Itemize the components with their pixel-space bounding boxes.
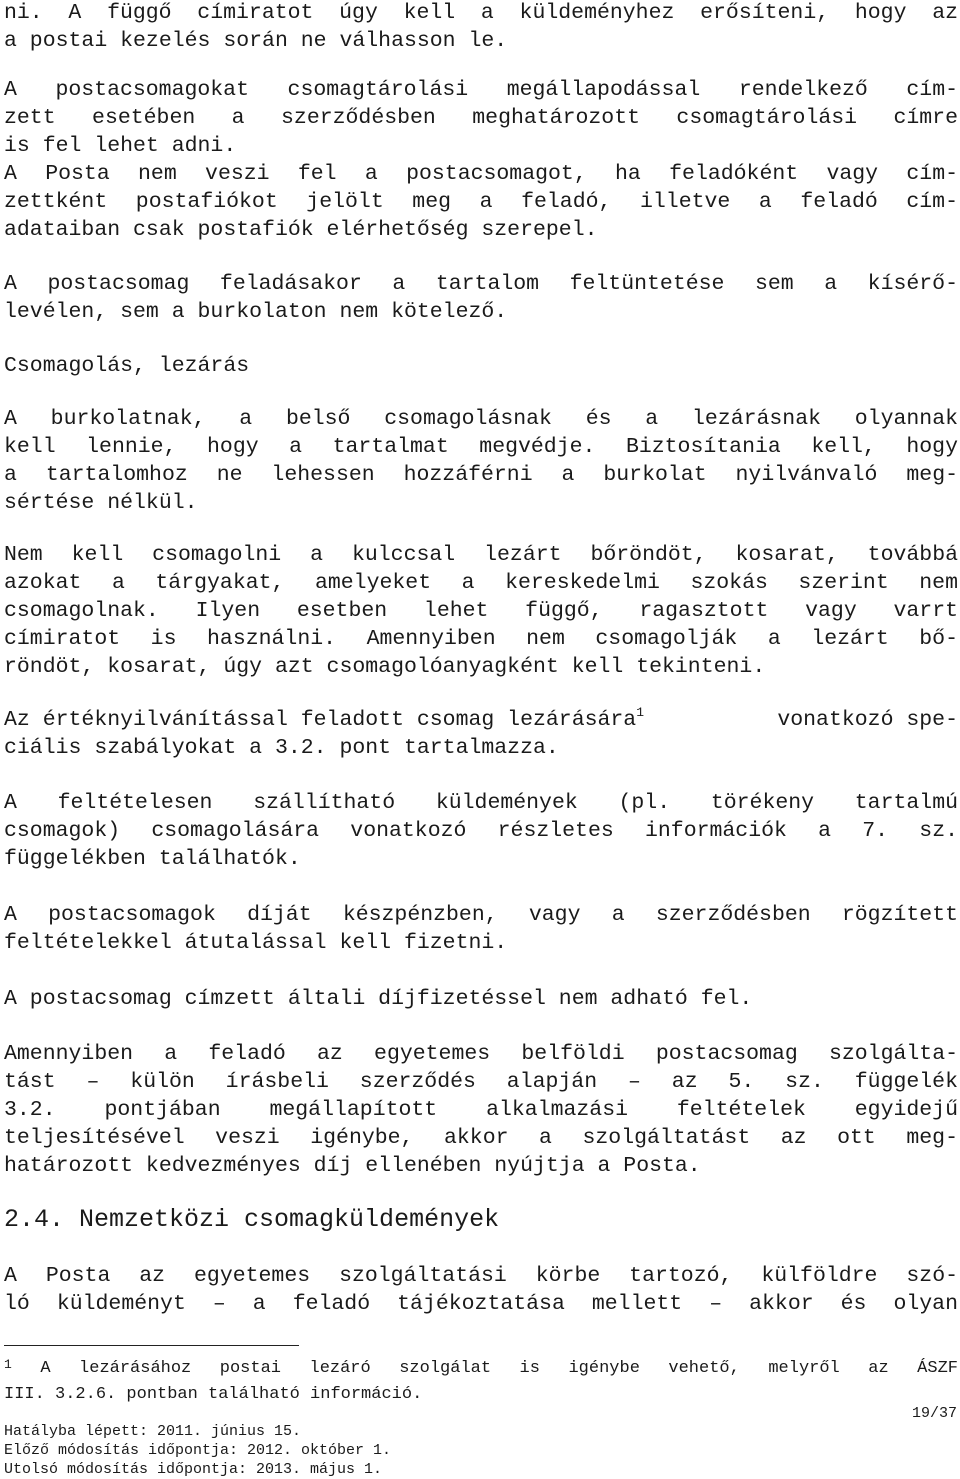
- text-line: kell lennie, hogy a tartalmat megvédje. Biztosítania kell, hogy: [4, 435, 958, 459]
- footnote-line: III. 3.2.6. pontban található információ.: [4, 1385, 423, 1404]
- text-line: a postai kezelés során ne válhasson le.: [4, 29, 508, 53]
- paragraph: [4, 901, 958, 957]
- footnote-divider: [4, 1345, 299, 1346]
- footnote: [4, 1356, 958, 1408]
- text-line: Nem kell csomagolni a kulccsal lezárt bőröndöt, kosarat, továbbá: [4, 543, 958, 567]
- text-line: teljesítésével veszi igénybe, akkor a szolgáltatást az ott meg-: [4, 1126, 958, 1150]
- text-segment: Az értéknyilvánítással feladott csomag lezárására: [4, 708, 637, 732]
- text-line: is fel lehet adni.: [4, 134, 237, 158]
- footnote-text: A lezárásához postai lezáró szolgálat is igénybe vehető, melyről az ÁSZF: [11, 1359, 958, 1378]
- text-line: ló küldeményt – a feladó tájékoztatása mellett – akkor és olyan: [4, 1292, 958, 1316]
- text-line: a tartalomhoz ne lehessen hozzáférni a burkolat nyilvánvaló meg-: [4, 463, 958, 487]
- text-line: A postacsomagokat csomagtárolási megállapodással rendelkező cím-: [4, 78, 958, 102]
- subheading-text: Csomagolás, lezárás: [4, 354, 250, 378]
- paragraph: [4, 405, 958, 517]
- text-line: címiratot is használni. Amennyiben nem csomagolják a lezárt bő-: [4, 627, 958, 651]
- text-line: levélen, sem a burkolaton nem kötelező.: [4, 300, 508, 324]
- text-line: A Posta az egyetemes szolgáltatási körbe tartozó, külföldre szó-: [4, 1264, 958, 1288]
- text-line: A feltételesen szállítható küldemények (pl. törékeny tartalmú: [4, 791, 958, 815]
- paragraph: [4, 1040, 958, 1180]
- paragraph: [4, 160, 958, 244]
- section-heading: [4, 1205, 958, 1235]
- text-line: zettként postafiókot jelölt meg a feladó, illetve a feladó cím-: [4, 190, 958, 214]
- text-line: határozott kedvezményes díj ellenében nyújtja a Posta.: [4, 1154, 701, 1178]
- paragraph: [4, 985, 958, 1013]
- footnote-mark: 1: [4, 1357, 12, 1372]
- text-line: ciális szabályokat a 3.2. pont tartalmazza.: [4, 736, 559, 760]
- page-footer: [4, 1422, 958, 1479]
- paragraph: [4, 270, 958, 326]
- footnote-line: [4, 1356, 958, 1382]
- text-line: feltételekkel átutalással kell fizetni.: [4, 931, 508, 955]
- text-line: [4, 706, 958, 734]
- paragraph: [4, 789, 958, 873]
- text-line: azokat a tárgyakat, amelyeket a kereskedelmi szokás szerint nem: [4, 571, 958, 595]
- text-segment: vonatkozó spe-: [764, 708, 958, 732]
- text-line: A burkolatnak, a belső csomagolásnak és a lezárásnak olyannak: [4, 407, 958, 431]
- text-line: röndöt, kosarat, úgy azt csomagolóanyagként kell tekinteni.: [4, 655, 766, 679]
- text-line: 3.2. pontjában megállapított alkalmazási feltételek egyidejű: [4, 1098, 958, 1122]
- effective-date: Hatályba lépett: 2011. június 15.: [4, 1423, 302, 1440]
- text-line: A postacsomag címzett általi díjfizetéssel nem adható fel.: [4, 987, 753, 1011]
- paragraph: [4, 1262, 958, 1318]
- page-number: 19/37: [911, 1405, 957, 1422]
- subheading: [4, 352, 958, 380]
- text-line: tást – külön írásbeli szerződés alapján – az 5. sz. függelék: [4, 1070, 958, 1094]
- text-line: A Posta nem veszi fel a postacsomagot, ha feladóként vagy cím-: [4, 162, 958, 186]
- footnote-reference[interactable]: 1: [636, 706, 645, 720]
- paragraph: [4, 706, 958, 762]
- text-line: zett esetében a szerződésben meghatározott csomagtárolási címre: [4, 106, 958, 130]
- previous-modification-date: Előző módosítás időpontja: 2012. október 1.: [4, 1442, 392, 1459]
- paragraph: [4, 76, 958, 160]
- text-line: ni. A függő címiratot úgy kell a küldeményhez erősíteni, hogy az: [4, 1, 958, 25]
- last-modification-date: Utolsó módosítás időpontja: 2013. május 1.: [4, 1461, 383, 1478]
- text-line: A postacsomag feladásakor a tartalom feltüntetése sem a kísérő-: [4, 272, 958, 296]
- paragraph: [4, 541, 958, 681]
- section-heading-text: 2.4. Nemzetközi csomagküldemények: [4, 1205, 500, 1234]
- text-line: adataiban csak postafiók elérhetőség szerepel.: [4, 218, 598, 242]
- text-line: sértése nélkül.: [4, 491, 198, 515]
- text-line: Amennyiben a feladó az egyetemes belföldi postacsomag szolgálta-: [4, 1042, 958, 1066]
- text-line: csomagolnak. Ilyen esetben lehet függő, ragasztott vagy varrt: [4, 599, 958, 623]
- text-line: csomagok) csomagolására vonatkozó részletes információk a 7. sz.: [4, 819, 958, 843]
- text-line: függelékben találhatók.: [4, 847, 301, 871]
- text-line: A postacsomagok díját készpénzben, vagy a szerződésben rögzített: [4, 903, 958, 927]
- paragraph: [4, 0, 958, 55]
